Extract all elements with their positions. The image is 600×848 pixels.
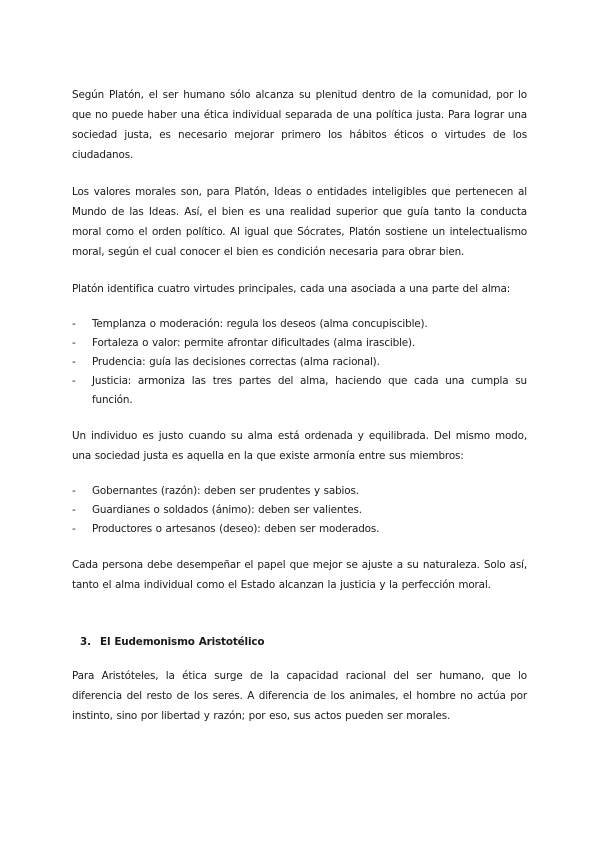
list-item-prudencia [72,353,527,372]
paragraph-valores-morales: Los valores morales son, para Platón, Ideas o entidades inteligibles que pertenecen al Mundo de las Ideas. Así, el bien es una realidad superior que guía tanto la conducta moral como el orden político. Al igual que Sócrates, Platón sostiene un intelectualismo moral, según el cual conocer el bien es condición necesaria para obrar bien. [72,186,527,258]
list-item-fortaleza [72,334,527,353]
dash-marker: - [72,356,76,368]
dash-marker: - [72,504,76,516]
section-heading [80,632,527,652]
paragraph-cuatro-virtudes: Platón identifica cuatro virtudes principales, cada una asociada a una parte del alma: [72,283,511,295]
list-item-productores [72,520,527,539]
list-item-gobernantes [72,482,527,501]
paragraph-conclusion-platon: Cada persona debe desempeñar el papel que mejor se ajuste a su naturaleza. Solo así, tanto el alma individual como el Estado alcanzan la justicia y la perfección moral. [72,559,527,591]
dash-marker: - [72,375,76,387]
paragraph-individuo-justo: Un individuo es justo cuando su alma está ordenada y equilibrada. Del mismo modo, una sociedad justa es aquella en la que existe armonía entre sus miembros: [72,430,527,462]
list-item-text: Fortaleza o valor: permite afrontar dificultades (alma irascible). [92,337,416,349]
section-number: 3. [80,636,91,648]
dash-marker: - [72,318,76,330]
document-content [72,85,527,743]
dash-marker: - [72,485,76,497]
list-item-templanza [72,315,527,334]
list-item-text: Templanza o moderación: regula los deseos (alma concupiscible). [92,318,428,330]
virtues-list [72,315,527,410]
list-item-text: Prudencia: guía las decisiones correctas (alma racional). [92,356,380,368]
dash-marker: - [72,523,76,535]
list-item-text: Guardianes o soldados (ánimo): deben ser valientes. [92,504,362,516]
list-item-justicia [72,372,527,410]
list-item-text: Productores o artesanos (deseo): deben ser moderados. [92,523,380,535]
paragraph-aristoteles: Para Aristóteles, la ética surge de la capacidad racional del ser humano, que lo diferencia del resto de los seres. A diferencia de los animales, el hombre no actúa por instinto, sino por libertad y razón; por eso, sus actos pueden ser morales. [72,670,527,722]
section-title: El Eudemonismo Aristotélico [100,636,265,648]
social-classes-list [72,482,527,539]
list-item-guardianes [72,501,527,520]
paragraph-plenitud-comunidad: Según Platón, el ser humano sólo alcanza su plenitud dentro de la comunidad, por lo que no puede haber una ética individual separada de una política justa. Para lograr una sociedad justa, es necesario mejorar primero los hábitos éticos o virtudes de los ciudadanos. [72,89,527,161]
dash-marker: - [72,337,76,349]
list-item-text: Gobernantes (razón): deben ser prudentes y sabios. [92,485,359,497]
list-item-text: Justicia: armoniza las tres partes del alma, haciendo que cada una cumpla su función. [92,375,527,406]
